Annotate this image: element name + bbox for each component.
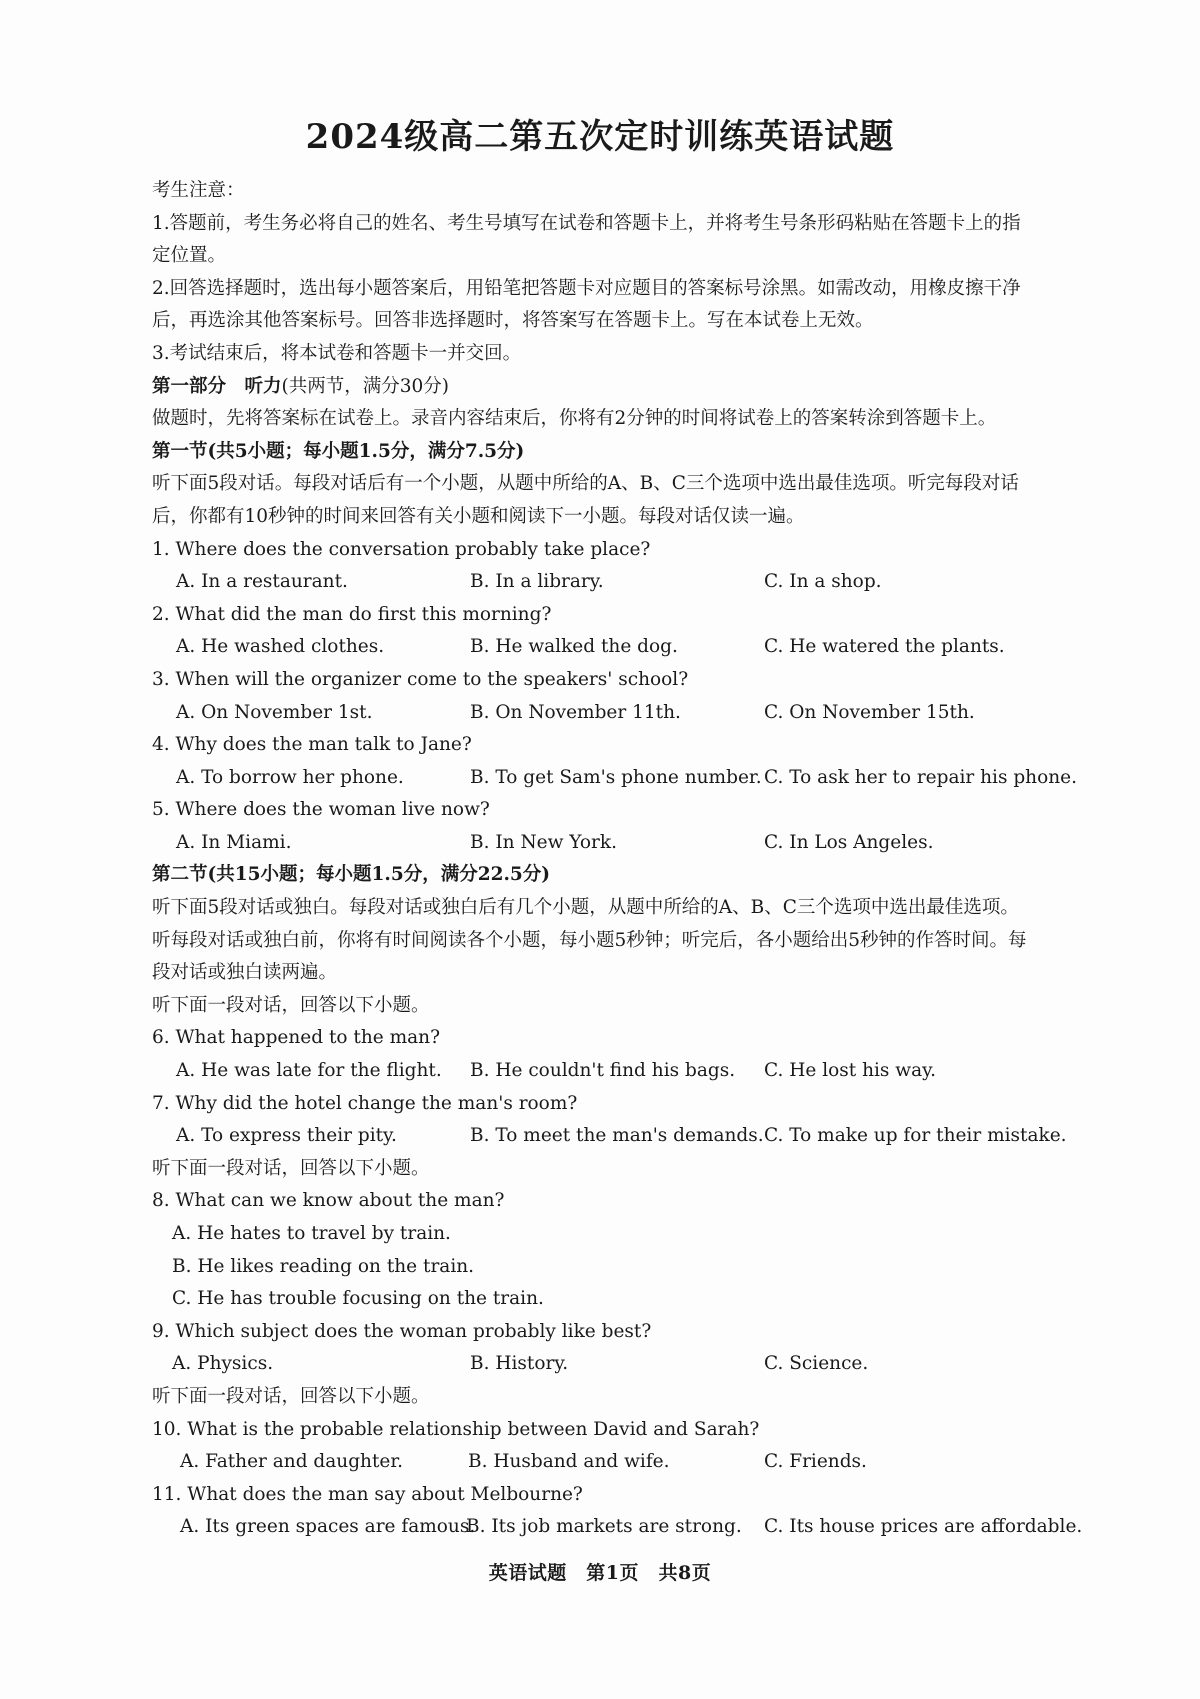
section1-instruction-2: 后，你都有10秒钟的时间来回答有关小题和阅读下一小题。每段对话仅读一遍。 — [152, 505, 805, 527]
question-5-option-a: A. In Miami. — [176, 831, 292, 853]
section2-heading — [152, 859, 1127, 892]
question-5-option-c: C. In Los Angeles. — [764, 831, 934, 853]
question-10-option-a: A. Father and daughter. — [180, 1451, 404, 1473]
question-7-option-a: A. To express their pity. — [176, 1125, 397, 1147]
question-2-options — [152, 631, 1127, 664]
question-6-option-c: C. He lost his way. — [764, 1060, 937, 1082]
question-1-option-c: C. In a shop. — [764, 571, 882, 593]
question-6: 6. What happened to the man? — [152, 1027, 441, 1049]
question-2-option-b: B. He walked the dog. — [470, 636, 678, 658]
question-3-options — [152, 697, 1127, 730]
exam-title: 2024级高二第五次定时训练英语试题 — [305, 117, 895, 157]
question-8-option-c: C. He has trouble focusing on the train. — [172, 1288, 544, 1310]
question-4-options — [152, 762, 1127, 795]
part1-heading — [152, 371, 1127, 404]
question-2-option-a: A. He washed clothes. — [176, 636, 385, 658]
section1-heading-note: (共5小题；每小题1.5分，满分7.5分) — [207, 440, 525, 462]
section2-instruction-1: 听下面5段对话或独白。每段对话或独白后有几个小题，从题中所给的A、B、C三个选项中选出最佳选项。 — [152, 897, 1019, 919]
question-6-options — [152, 1055, 1127, 1088]
question-9-option-b: B. History. — [470, 1353, 569, 1375]
listen-next-3: 听下面一段对话，回答以下小题。 — [152, 1385, 430, 1407]
question-10-option-c: C. Friends. — [764, 1451, 867, 1473]
question-1-option-a: A. In a restaurant. — [176, 571, 348, 593]
part1-heading-text: 第一部分 听力 — [152, 375, 282, 397]
question-1-options — [152, 566, 1127, 599]
question-7-option-b: B. To meet the man's demands. — [470, 1125, 764, 1147]
section2-instruction-3: 段对话或独白读两遍。 — [152, 962, 338, 984]
section1-instruction-1: 听下面5段对话。每段对话后有一个小题，从题中所给的A、B、C三个选项中选出最佳选项。听完每段对话 — [152, 473, 1019, 495]
exam-content — [152, 175, 1127, 1544]
question-11-options — [152, 1511, 1127, 1544]
listen-next-1: 听下面一段对话，回答以下小题。 — [152, 994, 430, 1016]
question-7-option-c: C. To make up for their mistake. — [764, 1125, 1067, 1147]
question-11-option-c: C. Its house prices are affordable. — [764, 1516, 1083, 1538]
question-3-option-c: C. On November 15th. — [764, 701, 975, 723]
question-6-option-a: A. He was late for the flight. — [176, 1060, 442, 1082]
question-11: 11. What does the man say about Melbourne? — [152, 1483, 583, 1505]
question-4-option-b: B. To get Sam's phone number. — [470, 766, 762, 788]
notice-line-3: 2.回答选择题时，选出每小题答案后，用铅笔把答题卡对应题目的答案标号涂黑。如需改动，用橡皮擦干净 — [152, 277, 1021, 299]
part1-instruction: 做题时，先将答案标在试卷上。录音内容结束后，你将有2分钟的时间将试卷上的答案转涂到答题卡上。 — [152, 408, 997, 430]
question-6-option-b: B. He couldn't find his bags. — [470, 1060, 736, 1082]
question-9-options — [152, 1348, 1127, 1381]
question-11-option-a: A. Its green spaces are famous. — [180, 1516, 476, 1538]
question-10-options — [152, 1446, 1127, 1479]
question-10: 10. What is the probable relationship between David and Sarah? — [152, 1418, 760, 1440]
question-3: 3. When will the organizer come to the speakers' school? — [152, 668, 689, 690]
question-5: 5. Where does the woman live now? — [152, 799, 490, 821]
question-1-option-b: B. In a library. — [470, 571, 604, 593]
question-8-option-a: A. He hates to travel by train. — [172, 1223, 451, 1244]
notice-line-5: 3.考试结束后，将本试卷和答题卡一并交回。 — [152, 342, 522, 364]
question-4-option-c: C. To ask her to repair his phone. — [764, 766, 1077, 788]
question-10-option-b: B. Husband and wife. — [468, 1451, 670, 1473]
notice-line-4: 后，再选涂其他答案标号。回答非选择题时，将答案写在答题卡上。写在本试卷上无效。 — [152, 310, 874, 332]
section1-heading — [152, 436, 1127, 469]
question-5-options — [152, 827, 1127, 860]
question-7-options — [152, 1120, 1127, 1153]
section2-instruction-2: 听每段对话或独白前，你将有时间阅读各个小题，每小题5秒钟；听完后，各小题给出5秒钟的作答时间。每 — [152, 929, 1027, 951]
question-4-option-a: A. To borrow her phone. — [176, 766, 404, 788]
question-3-option-a: A. On November 1st. — [176, 701, 373, 723]
question-8: 8. What can we know about the man? — [152, 1190, 505, 1212]
question-3-option-b: B. On November 11th. — [470, 701, 681, 723]
question-8-option-b: B. He likes reading on the train. — [172, 1255, 475, 1277]
part1-heading-note: (共两节，满分30分) — [281, 375, 449, 397]
question-9-option-c: C. Science. — [764, 1353, 869, 1375]
question-9: 9. Which subject does the woman probably like best? — [152, 1320, 652, 1342]
notice-heading: 考生注意： — [152, 180, 245, 201]
question-4: 4. Why does the man talk to Jane? — [152, 734, 472, 756]
question-11-option-b: B. Its job markets are strong. — [466, 1516, 742, 1538]
question-2-option-c: C. He watered the plants. — [764, 636, 1005, 658]
section2-heading-text: 第二节 — [152, 864, 208, 886]
question-7: 7. Why did the hotel change the man's room? — [152, 1092, 578, 1114]
notice-line-2: 定位置。 — [152, 245, 227, 267]
notice-line-1: 1.答题前，考生务必将自己的姓名、考生号填写在试卷和答题卡上，并将考生号条形码粘贴在答题卡上的指 — [152, 212, 1021, 234]
listen-next-2: 听下面一段对话，回答以下小题。 — [152, 1157, 430, 1179]
question-2: 2. What did the man do first this morning? — [152, 603, 552, 625]
question-5-option-b: B. In New York. — [470, 831, 617, 853]
question-1: 1. Where does the conversation probably take place? — [152, 538, 651, 560]
page-footer: 英语试题 第1页 共8页 — [488, 1562, 712, 1584]
section2-heading-note: (共15小题；每小题1.5分，满分22.5分) — [207, 864, 551, 886]
section1-heading-text: 第一节 — [152, 440, 208, 462]
question-9-option-a: A. Physics. — [172, 1353, 274, 1375]
